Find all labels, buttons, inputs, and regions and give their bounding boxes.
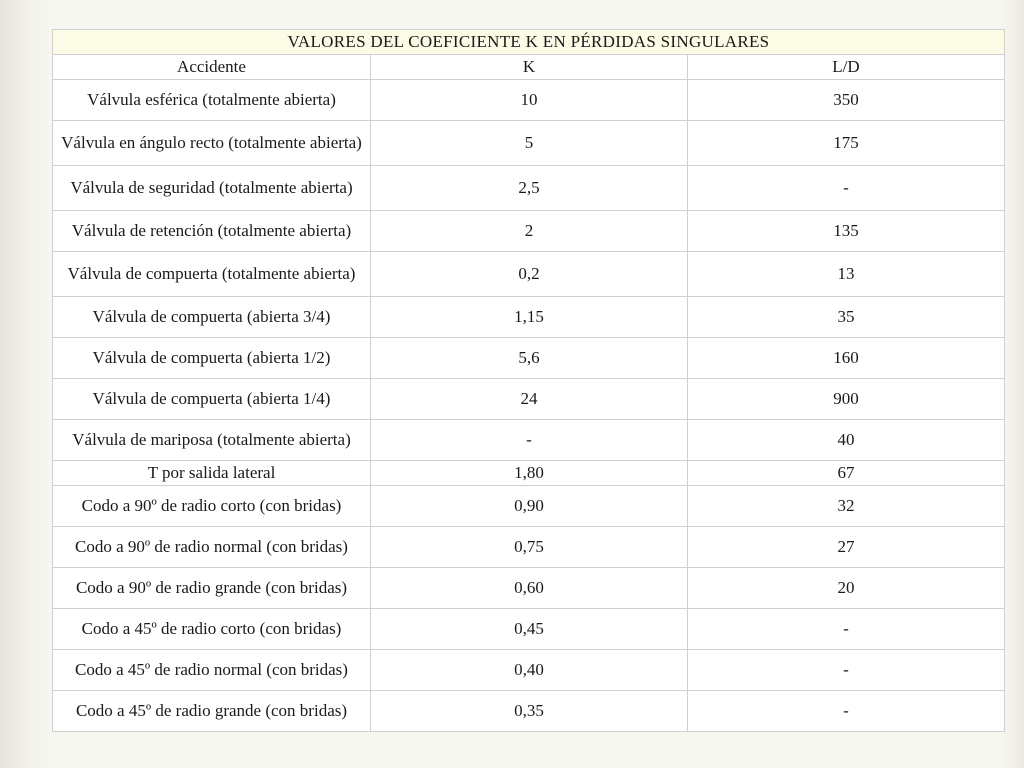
cell-accidente: Codo a 45º de radio normal (con bridas) <box>53 650 371 691</box>
table-row <box>53 420 1005 461</box>
cell-k: 0,75 <box>371 527 688 568</box>
table-row <box>53 121 1005 166</box>
table-body <box>53 80 1005 732</box>
table-row <box>53 691 1005 732</box>
table-row <box>53 486 1005 527</box>
cell-ld: 160 <box>688 338 1005 379</box>
cell-accidente: Codo a 90º de radio normal (con bridas) <box>53 527 371 568</box>
cell-accidente: Válvula de compuerta (abierta 1/4) <box>53 379 371 420</box>
cell-accidente: Codo a 90º de radio corto (con bridas) <box>53 486 371 527</box>
table-row <box>53 80 1005 121</box>
cell-ld: 32 <box>688 486 1005 527</box>
cell-k: - <box>371 420 688 461</box>
cell-ld: - <box>688 609 1005 650</box>
cell-accidente: Válvula de seguridad (totalmente abierta) <box>53 166 371 211</box>
cell-k: 0,40 <box>371 650 688 691</box>
cell-ld: 40 <box>688 420 1005 461</box>
table-title: VALORES DEL COEFICIENTE K EN PÉRDIDAS SINGULARES <box>53 30 1005 55</box>
header-accidente: Accidente <box>53 55 371 80</box>
header-k: K <box>371 55 688 80</box>
table-row <box>53 527 1005 568</box>
cell-ld: - <box>688 650 1005 691</box>
cell-accidente: Válvula de compuerta (abierta 1/2) <box>53 338 371 379</box>
cell-k: 5,6 <box>371 338 688 379</box>
cell-accidente: Válvula de compuerta (totalmente abierta) <box>53 252 371 297</box>
cell-ld: 135 <box>688 211 1005 252</box>
header-ld: L/D <box>688 55 1005 80</box>
table-header-row <box>53 55 1005 80</box>
cell-k: 10 <box>371 80 688 121</box>
cell-accidente: Válvula en ángulo recto (totalmente abierta) <box>53 121 371 166</box>
cell-accidente: Codo a 45º de radio grande (con bridas) <box>53 691 371 732</box>
cell-k: 0,60 <box>371 568 688 609</box>
cell-accidente: Válvula esférica (totalmente abierta) <box>53 80 371 121</box>
cell-k: 24 <box>371 379 688 420</box>
cell-ld: 900 <box>688 379 1005 420</box>
cell-accidente: Codo a 90º de radio grande (con bridas) <box>53 568 371 609</box>
k-coefficient-table <box>52 29 1005 732</box>
cell-accidente: T por salida lateral <box>53 461 371 486</box>
cell-k: 0,45 <box>371 609 688 650</box>
cell-ld: 67 <box>688 461 1005 486</box>
table-row <box>53 297 1005 338</box>
cell-ld: 27 <box>688 527 1005 568</box>
cell-accidente: Válvula de compuerta (abierta 3/4) <box>53 297 371 338</box>
cell-k: 0,35 <box>371 691 688 732</box>
cell-ld: 350 <box>688 80 1005 121</box>
table-row <box>53 650 1005 691</box>
cell-accidente: Codo a 45º de radio corto (con bridas) <box>53 609 371 650</box>
table-row <box>53 252 1005 297</box>
cell-k: 0,2 <box>371 252 688 297</box>
cell-k: 0,90 <box>371 486 688 527</box>
table-row <box>53 568 1005 609</box>
cell-accidente: Válvula de retención (totalmente abierta) <box>53 211 371 252</box>
cell-ld: 20 <box>688 568 1005 609</box>
cell-accidente: Válvula de mariposa (totalmente abierta) <box>53 420 371 461</box>
table-row <box>53 461 1005 486</box>
cell-k: 2 <box>371 211 688 252</box>
cell-ld: - <box>688 166 1005 211</box>
table-row <box>53 166 1005 211</box>
table-row <box>53 211 1005 252</box>
table-row <box>53 338 1005 379</box>
cell-k: 2,5 <box>371 166 688 211</box>
cell-ld: 35 <box>688 297 1005 338</box>
cell-ld: 13 <box>688 252 1005 297</box>
cell-k: 1,15 <box>371 297 688 338</box>
table-row <box>53 379 1005 420</box>
cell-k: 5 <box>371 121 688 166</box>
cell-ld: 175 <box>688 121 1005 166</box>
table-title-row <box>53 30 1005 55</box>
table-row <box>53 609 1005 650</box>
cell-ld: - <box>688 691 1005 732</box>
cell-k: 1,80 <box>371 461 688 486</box>
